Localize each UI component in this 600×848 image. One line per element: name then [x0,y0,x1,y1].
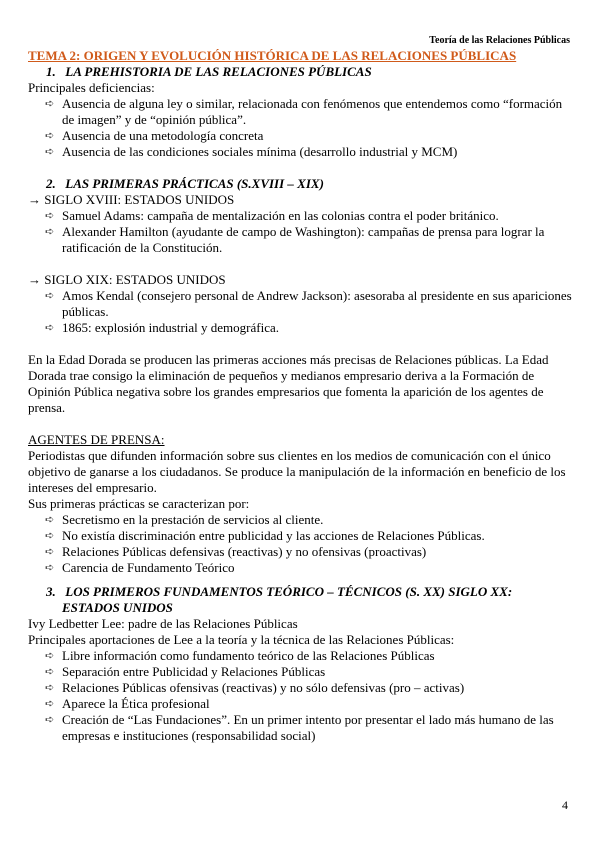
section-number: 2. [46,176,56,191]
list-item: ➪ Relaciones Públicas ofensivas (reactivas) y no sólo defensivas (pro – activas) [45,680,465,695]
list-item: ➪ 1865: explosión industrial y demográfica. [45,320,279,335]
subsection-label: → SIGLO XIX: ESTADOS UNIDOS [28,272,226,287]
arrow-bullet-icon: ➪ [45,322,55,334]
page-number: 4 [562,798,568,812]
list-item: ➪ Amos Kendal (consejero personal de Andrew Jackson): asesoraba al presidente en sus apariciones públicas. [45,288,572,319]
list-item: ➪ Aparece la Ética profesional [45,696,210,711]
subsection-label: → SIGLO XVIII: ESTADOS UNIDOS [28,192,235,207]
list-item: ➪ Relaciones Públicas defensivas (reactivas) y no ofensivas (proactivas) [45,544,427,559]
section-title: LA PREHISTORIA DE LAS RELACIONES PÚBLICAS [65,64,372,79]
section-heading-2 [28,176,574,192]
paragraph: Ivy Ledbetter Lee: padre de las Relaciones Públicas [28,616,298,631]
list-item: ➪ Alexander Hamilton (ayudante de campo de Washington): campañas de prensa para lograr la ratificación de la Constitución. [45,224,545,255]
list-item: ➪ Creación de “Las Fundaciones”. En un primer intento por presentar el lado más humano de las empresas e instituciones (responsabilidad social) [45,712,554,743]
running-header: Teoría de las Relaciones Públicas [429,35,570,46]
arrow-bullet-icon: ➪ [45,514,55,526]
bullet-list [28,208,574,256]
paragraph: En la Edad Dorada se producen las primeras acciones más precisas de Relaciones públicas. La Edad Dorada trae consigo la eliminación de pequeños y medianos empresario deriva a la Formación de Opinión Pública negativa sobre los grandes empresarios que fomenta la aparición de los agentes de prensa. [28,352,549,415]
section-heading-3 [28,584,574,600]
arrow-bullet-icon: ➪ [45,714,55,726]
arrow-bullet-icon: ➪ [45,146,55,158]
list-item: ➪ Ausencia de alguna ley o similar, relacionada con fenómenos que entendemos como “formación de imagen” y de “opinión pública”. [45,96,563,127]
list-item: ➪ No existía discriminación entre publicidad y las acciones de Relaciones Públicas. [45,528,485,543]
document-body [28,48,574,744]
arrow-bullet-icon: ➪ [45,130,55,142]
list-item: ➪ Ausencia de una metodología concreta [45,128,264,143]
section-title-continuation: ESTADOS UNIDOS [62,600,173,615]
section-number: 3. [46,584,56,599]
arrow-bullet-icon: ➪ [45,290,55,302]
arrow-bullet-icon: ➪ [45,682,55,694]
arrow-bullet-icon: ➪ [45,226,55,238]
section-title: LOS PRIMEROS FUNDAMENTOS TEÓRICO – TÉCNICOS (S. XX) SIGLO XX: [65,584,513,599]
section-number: 1. [46,64,56,79]
list-item: ➪ Separación entre Publicidad y Relaciones Públicas [45,664,326,679]
paragraph: Principales deficiencias: [28,80,155,95]
paragraph: Sus primeras prácticas se caracterizan por: [28,496,250,511]
arrow-bullet-icon: ➪ [45,650,55,662]
bullet-list [28,512,574,576]
arrow-bullet-icon: ➪ [45,546,55,558]
arrow-bullet-icon: ➪ [45,666,55,678]
bullet-list [28,648,574,744]
list-item: ➪ Carencia de Fundamento Teórico [45,560,235,575]
bullet-list [28,288,574,336]
list-item: ➪ Libre información como fundamento teórico de las Relaciones Públicas [45,648,435,663]
arrow-bullet-icon: ➪ [45,562,55,574]
paragraph: Periodistas que difunden información sobre sus clientes en los medios de comunicación con el único objetivo de ganarse a los ciudadanos. Se produce la manipulación de la información en beneficio de los intereses del empresario. [28,448,566,495]
arrow-bullet-icon: ➪ [45,98,55,110]
list-item: ➪ Samuel Adams: campaña de mentalización en las colonias contra el poder británico. [45,208,499,223]
bullet-list [28,96,574,160]
arrow-bullet-icon: ➪ [45,210,55,222]
section-title: LAS PRIMERAS PRÁCTICAS (S.XVIII – XIX) [65,176,324,191]
paragraph: Principales aportaciones de Lee a la teoría y la técnica de las Relaciones Públicas: [28,632,455,647]
subsection-heading: AGENTES DE PRENSA: [28,432,165,447]
arrow-bullet-icon: ➪ [45,530,55,542]
list-item: ➪ Secretismo en la prestación de servicios al cliente. [45,512,324,527]
chapter-title: TEMA 2: ORIGEN Y EVOLUCIÓN HISTÓRICA DE LAS RELACIONES PÚBLICAS [28,48,517,63]
section-heading-1 [28,64,574,80]
list-item: ➪ Ausencia de las condiciones sociales mínima (desarrollo industrial y MCM) [45,144,458,159]
arrow-bullet-icon: ➪ [45,698,55,710]
